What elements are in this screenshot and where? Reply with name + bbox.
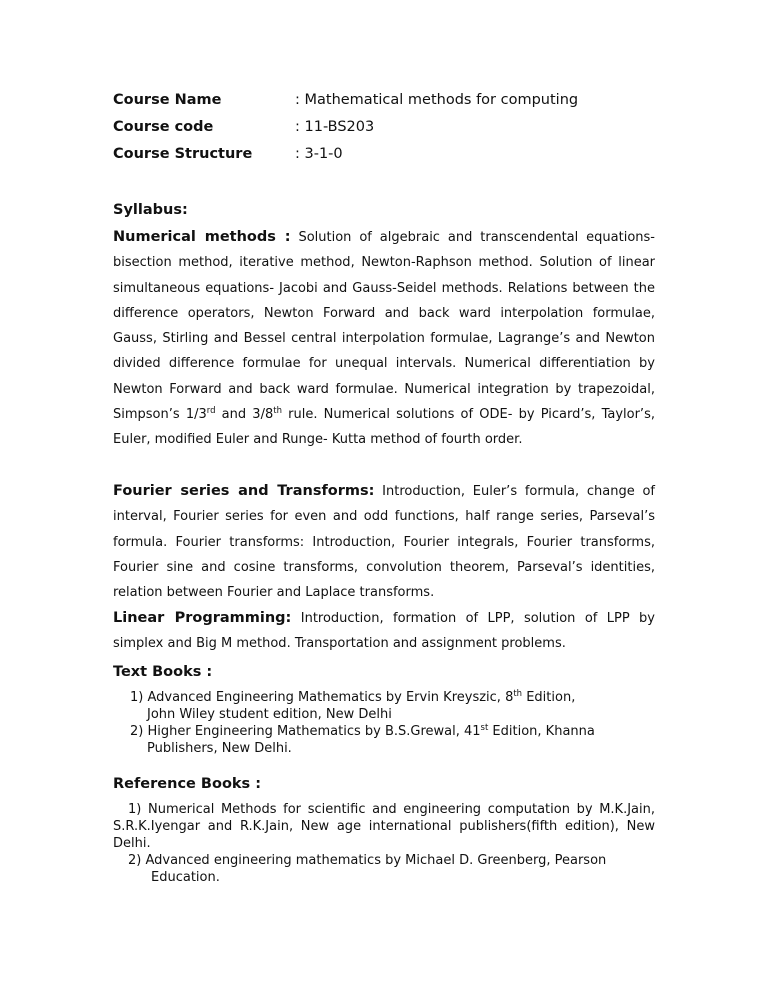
reference-books-heading: Reference Books : [113, 776, 262, 792]
text-book-2-title: Higher Engineering Mathematics by B.S.Grewal, 41 [143, 724, 481, 739]
text-book-1-line1 [130, 689, 575, 706]
numerical-methods-text-c: rule. Numerical solutions of ODE- by Picard’s, Taylor’s, Euler, modified Euler and Runge- Kutta method of fourth order. [113, 407, 655, 448]
fourier-title: Fourier series and Transforms: [113, 483, 375, 499]
numerical-methods-sup-b: th [273, 406, 282, 417]
course-structure-value: : 3-1-0 [295, 146, 343, 162]
fourier-section [113, 479, 655, 605]
text-book-2-line1 [130, 723, 595, 740]
numerical-methods-title: Numerical methods : [113, 229, 291, 245]
reference-book-1 [113, 801, 655, 852]
text-book-2-number: 2) [130, 724, 144, 739]
course-name-label: Course Name [113, 92, 222, 108]
text-book-1-edition: Edition, [522, 690, 576, 705]
syllabus-heading: Syllabus: [113, 202, 188, 218]
linear-programming-title: Linear Programming: [113, 610, 292, 626]
linear-programming-section [113, 606, 655, 657]
text-books-heading: Text Books : [113, 664, 213, 680]
text-book-2-sup: st [480, 723, 489, 733]
course-code-label: Course code [113, 119, 214, 135]
text-book-2-edition: Edition, Khanna [488, 724, 595, 739]
course-name-value: : Mathematical methods for computing [295, 92, 579, 108]
text-book-1-number: 1) [130, 690, 144, 705]
numerical-methods-text-a: Solution of algebraic and transcendental equations-bisection method, iterative method, Newton-Raphson method. Solution of linear simultaneous equations- Jacobi and Gauss-Seidel methods. Relations between the difference operators, Newton Forward and back ward interpolation formulae, Gauss, Stirling and Bessel central interpolation formulae, Lagrange’s and Newton divided difference formulae for unequal intervals. Numerical differentiation by Newton Forward and back ward formulae. Numerical integration by trapezoidal, Simpson’s 1/3 [113, 230, 655, 423]
numerical-methods-sup-a: rd [206, 406, 216, 417]
linear-programming-text: Introduction, formation of LPP, solution of LPP by simplex and Big M method. Transportation and assignment problems. [113, 611, 655, 652]
numerical-methods-text-b: and 3/8 [215, 407, 274, 423]
text-book-1-title: Advanced Engineering Mathematics by Ervin Kreyszic, 8 [143, 690, 514, 705]
course-code-value: : 11-BS203 [295, 119, 375, 135]
text-book-1-line2: John Wiley student edition, New Delhi [147, 707, 392, 722]
text-book-1-sup: th [513, 689, 523, 699]
course-structure-label: Course Structure [113, 146, 253, 162]
text-book-2-line2: Publishers, New Delhi. [147, 741, 292, 756]
numerical-methods-section [113, 225, 655, 453]
reference-book-1-text: 1) Numerical Methods for scientific and engineering computation by M.K.Jain, S.R.K.Iyengar and R.K.Jain, New age international publishers(fifth edition), New Delhi. [113, 802, 655, 851]
reference-book-2-line1: 2) Advanced engineering mathematics by Michael D. Greenberg, Pearson [128, 853, 607, 868]
reference-book-2-line2: Education. [151, 870, 220, 885]
fourier-text: Introduction, Euler’s formula, change of interval, Fourier series for even and odd functions, half range series, Parseval’s formula. Fourier transforms: Introduction, Fourier integrals, Fourier transforms, Fourier sine and cosine transforms, convolution theorem, Parseval’s identities, relation between Fourier and Laplace transforms. [113, 484, 655, 601]
